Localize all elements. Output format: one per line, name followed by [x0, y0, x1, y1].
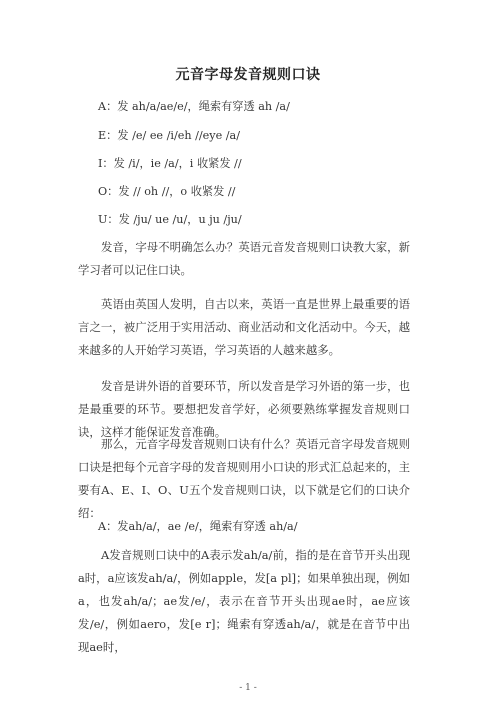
paragraph-a-explanation: A发音规则口诀中的A表示发ah/a/前，指的是在音节开头出现a时，a应该发ah/a/，例如apple，发[a pl]；如果单独出现，例如a，也发ah/a/；ae发/e/，表示在音节开头出现ae时，ae应该发/e/，例如aero，发[e r]；绳索有穿透ah/a/，就是在音节中出现ae时， [78, 548, 410, 654]
rule-line-o: O：发 // oh //，o 收紧发 // [98, 185, 236, 198]
rule-line-u: U：发 /ju/ ue /u/，u ju /ju/ [98, 213, 242, 226]
rule-line-a: A：发 ah/a/ae/e/，绳索有穿透 ah /a/ [98, 100, 290, 113]
rule-line-i: I：发 /i/，ie /a/，i 收紧发 // [98, 157, 242, 170]
paragraph-history: 英语由英国人发明，自古以来，英语一直是世界上最重要的语言之一，被广泛用于实用活动、商业活动和文化活动中。今天，越来越多的人开始学习英语，学习英语的人越来越多。 [78, 297, 410, 357]
rule-line-a-detail: A：发ah/a/，ae /e/，绳索有穿透 ah/a/ [98, 520, 298, 533]
rule-line-e: E：发 /e/ ee /i/eh //eye /a/ [98, 129, 240, 142]
paragraph-importance: 发音是讲外语的首要环节，所以发音是学习外语的第一步，也是最重要的环节。要想把发音学好，必须要熟练掌握发音规则口诀，这样才能保证发音准确。 [78, 379, 410, 439]
paragraph-intro: 发音，字母不明确怎么办？英语元音发音规则口诀教大家，新学习者可以记住口诀。 [78, 240, 410, 277]
paragraph-question: 那么，元音字母发音规则口诀有什么？英语元音字母发音规则口诀是把每个元音字母的发音规则用小口诀的形式汇总起来的，主要有A、E、I、O、U五个发音规则口诀，以下就是它们的口诀介绍： [78, 437, 410, 520]
page-number: - 1 - [239, 683, 257, 693]
document-title: 元音字母发音规则口诀 [175, 67, 321, 83]
